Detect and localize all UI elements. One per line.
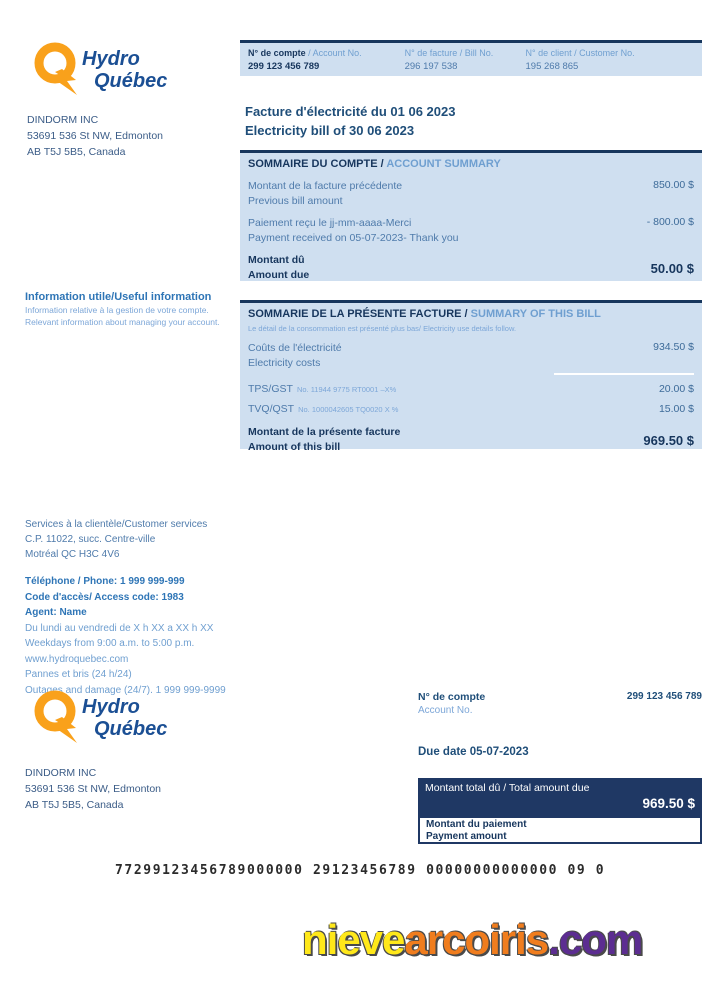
account-summary-heading	[248, 157, 694, 172]
amount-underline	[554, 373, 694, 375]
bill-total-labels	[248, 425, 400, 455]
bill-summary-heading-fr: SOMMARIE DE LA PRÉSENTE FACTURE /	[248, 308, 471, 320]
amount-due-label-en: Amount due	[248, 269, 310, 281]
useful-information-line1: Information relative à la gestion de votre compte.	[25, 305, 209, 315]
total-amount-due-value: 969.50 $	[642, 796, 695, 811]
addressee-address2: AB T5J 5B5, Canada	[27, 146, 126, 158]
stub-account-label-en: Account No.	[418, 705, 473, 716]
payment-received-label-fr: Paiement reçu le jj-mm-aaaa-Merci	[248, 217, 412, 229]
electricity-costs-label-en: Electricity costs	[248, 357, 321, 369]
previous-bill-labels	[248, 179, 402, 209]
customer-services-line1: Services à la clientèle/Customer services	[25, 519, 208, 530]
previous-bill-amount: 850.00 $	[653, 179, 694, 191]
bill-total-label-fr: Montant de la présente facture	[248, 426, 401, 438]
customer-number-label: N° de client / Customer No.	[525, 48, 635, 58]
amount-due-row	[248, 253, 694, 283]
useful-information-line2: Relevant information about managing your account.	[25, 317, 220, 327]
previous-bill-row	[248, 179, 694, 209]
customer-number-column	[526, 47, 694, 76]
stub-logo-word-hydro: Hydro	[82, 696, 140, 718]
bill-number-value: 296 197 538	[404, 61, 458, 72]
watermark-part2: arcoiris	[404, 916, 549, 963]
watermark-part1: nieve	[302, 916, 405, 963]
amount-due-amount: 50.00 $	[650, 260, 694, 276]
watermark-part3: .com	[548, 916, 643, 963]
bill-total-amount: 969.50 $	[643, 432, 694, 448]
bill-title	[245, 102, 455, 140]
tvq-qst-ref: No. 1000042605 TQ0020 X %	[298, 405, 399, 414]
due-date: Due date 05-07-2023	[418, 746, 529, 758]
tvq-qst-code: TVQ/QST	[248, 403, 295, 415]
logo-word-hydro: Hydro	[82, 48, 140, 70]
payment-received-amount: - 800.00 $	[646, 216, 694, 228]
tps-gst-code: TPS/GST	[248, 383, 293, 395]
account-summary-section	[240, 150, 702, 281]
bill-title-fr: Facture d'électricité du 01 06 2023	[245, 104, 456, 119]
stub-hydro-quebec-logo-icon	[28, 688, 198, 750]
addressee-block	[27, 112, 163, 160]
payment-amount-label-en: Payment amount	[426, 831, 507, 842]
account-number-label	[248, 47, 405, 60]
account-numbers-bar	[240, 40, 702, 76]
account-summary-heading-fr: SOMMAIRE DU COMPTE /	[248, 158, 387, 170]
bill-summary-note: Le détail de la consommation est présenté plus bas/ Electricity use details follow.	[248, 324, 517, 333]
addressee-address1: 53691 536 St NW, Edmonton	[27, 130, 164, 142]
stub-account-label-fr: N° de compte	[418, 691, 486, 703]
total-amount-due-box	[418, 778, 702, 816]
bill-title-en: Electricity bill of 30 06 2023	[245, 123, 415, 138]
previous-bill-label-fr: Montant de la facture précédente	[248, 180, 403, 192]
previous-bill-label-en: Previous bill amount	[248, 195, 343, 207]
useful-information-title: Information utile/Useful information	[25, 291, 212, 303]
customer-number-value: 195 268 865	[525, 61, 579, 72]
stub-addressee-address2: AB T5J 5B5, Canada	[25, 799, 124, 811]
tvq-qst-label	[248, 399, 398, 417]
bill-total-row	[248, 425, 694, 455]
total-amount-due-label: Montant total dû / Total amount due	[425, 782, 590, 794]
payment-received-row	[248, 216, 694, 246]
useful-information-block	[25, 290, 240, 328]
stub-account-block	[418, 691, 702, 719]
payment-received-labels	[248, 216, 459, 246]
tps-gst-label	[248, 379, 396, 397]
tps-gst-ref: No. 11944 9775 RT0001 –X%	[296, 385, 397, 394]
amount-due-labels	[248, 253, 309, 283]
bill-summary-heading	[248, 307, 694, 322]
stub-account-row	[418, 691, 702, 703]
electricity-costs-label-fr: Coûts de l'électricité	[248, 342, 342, 354]
stub-addressee-block	[25, 765, 161, 813]
agent-line: Agent: Name	[25, 607, 87, 618]
bill-number-column	[405, 47, 526, 76]
customer-services-line3: Motréal QC H3C 4V6	[25, 549, 120, 560]
addressee-name: DINDORM INC	[27, 114, 99, 126]
electricity-costs-labels	[248, 341, 342, 371]
account-number-column	[248, 47, 405, 76]
payment-amount-label-fr: Montant du paiement	[426, 819, 527, 830]
account-number-label-fr: N° de compte	[248, 48, 306, 58]
outages-en-line: Outages and damage (24/7). 1 999 999-9999	[25, 684, 226, 696]
hours-fr-line: Du lundi au vendredi de X h XX a XX h XX	[25, 622, 214, 634]
account-number-value: 299 123 456 789	[248, 61, 320, 72]
website-link: www.hydroquebec.com	[25, 653, 129, 665]
customer-services-block	[25, 517, 207, 562]
tps-gst-row	[248, 379, 694, 397]
access-code-line: Code d'accès/ Access code: 1983	[25, 591, 184, 603]
phone-line: Téléphone / Phone: 1 999 999-999	[25, 576, 185, 587]
tvq-qst-amount: 15.00 $	[658, 403, 694, 415]
hydro-quebec-logo-icon	[28, 40, 198, 102]
tvq-qst-row	[248, 399, 694, 417]
amount-due-label-fr: Montant dû	[248, 254, 305, 266]
bill-summary-section	[240, 300, 702, 453]
stub-addressee-address1: 53691 536 St NW, Edmonton	[25, 783, 162, 795]
tps-gst-amount: 20.00 $	[658, 383, 694, 395]
bill-summary-heading-en: SUMMARY OF THIS BILL	[470, 308, 601, 320]
stub-logo-word-quebec: Québec	[94, 718, 168, 740]
contact-block	[25, 574, 226, 698]
electricity-costs-row	[248, 341, 694, 371]
stub-account-value: 299 123 456 789	[626, 691, 702, 702]
account-summary-heading-en: ACCOUNT SUMMARY	[386, 158, 501, 170]
payment-amount-box	[418, 816, 702, 844]
stub-hydro-quebec-logo	[28, 688, 198, 755]
ocr-payment-line: 77299123456789000000 29123456789 00000000000000 09 0	[115, 863, 606, 878]
bill-number-label: N° de facture / Bill No.	[404, 48, 494, 58]
hours-en-line: Weekdays from 9:00 a.m. to 5:00 p.m.	[25, 638, 195, 649]
account-number-label-en: / Account No.	[305, 48, 362, 58]
customer-services-line2: C.P. 11022, succ. Centre-ville	[25, 534, 156, 545]
logo-word-quebec: Québec	[94, 70, 168, 92]
bill-total-label-en: Amount of this bill	[248, 441, 341, 453]
electricity-costs-amount: 934.50 $	[653, 341, 694, 353]
stub-addressee-name: DINDORM INC	[25, 767, 97, 779]
payment-received-label-en: Payment received on 05-07-2023- Thank you	[248, 232, 459, 244]
outages-fr-line: Pannes et bris (24 h/24)	[25, 669, 132, 680]
hydro-quebec-logo	[28, 40, 198, 107]
watermark	[302, 916, 642, 964]
